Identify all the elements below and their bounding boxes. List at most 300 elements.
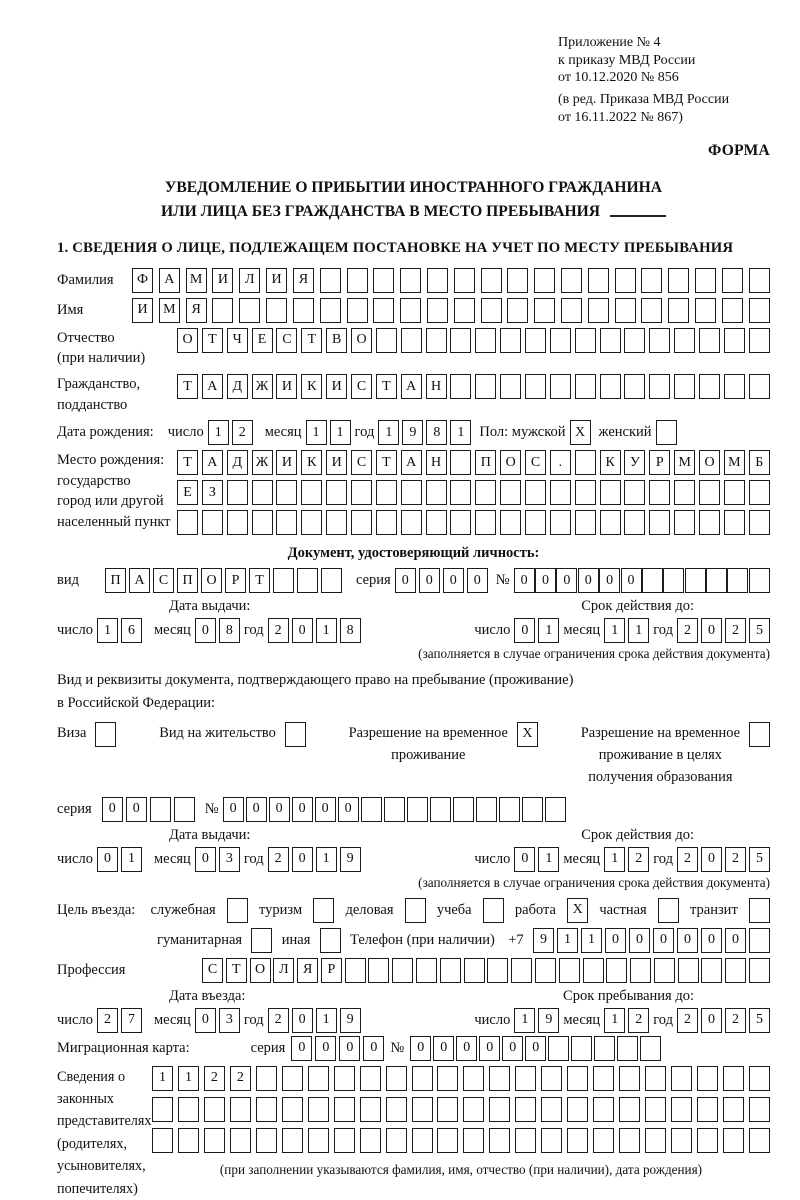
- char-cell[interactable]: [724, 510, 745, 535]
- char-cell[interactable]: [481, 268, 502, 293]
- char-cell[interactable]: [500, 328, 521, 353]
- char-cell[interactable]: К: [301, 374, 322, 399]
- char-cell[interactable]: [567, 1097, 588, 1122]
- char-cell[interactable]: Д: [227, 374, 248, 399]
- char-cell[interactable]: Ч: [227, 328, 248, 353]
- char-cell[interactable]: М: [724, 450, 745, 475]
- char-cell[interactable]: 1: [628, 618, 649, 643]
- char-cell[interactable]: А: [159, 268, 180, 293]
- char-cell[interactable]: [588, 268, 609, 293]
- char-cell[interactable]: [697, 1128, 718, 1153]
- char-cell[interactable]: 0: [195, 847, 216, 872]
- char-cell[interactable]: [593, 1097, 614, 1122]
- char-cell[interactable]: 1: [178, 1066, 199, 1091]
- char-cell[interactable]: [567, 1066, 588, 1091]
- char-cell[interactable]: [571, 1036, 592, 1061]
- char-cell[interactable]: 5: [749, 618, 770, 643]
- char-cell[interactable]: [276, 510, 297, 535]
- char-cell[interactable]: [724, 480, 745, 505]
- char-cell[interactable]: [376, 480, 397, 505]
- char-cell[interactable]: Л: [273, 958, 294, 983]
- char-cell[interactable]: 0: [126, 797, 147, 822]
- char-cell[interactable]: [749, 1128, 770, 1153]
- purpose-transit-checkbox[interactable]: [749, 898, 770, 923]
- char-cell[interactable]: О: [201, 568, 222, 593]
- char-cell[interactable]: [252, 480, 273, 505]
- char-cell[interactable]: [624, 510, 645, 535]
- char-cell[interactable]: У: [624, 450, 645, 475]
- char-cell[interactable]: [668, 268, 689, 293]
- char-cell[interactable]: 1: [316, 847, 337, 872]
- char-cell[interactable]: [227, 480, 248, 505]
- char-cell[interactable]: [699, 480, 720, 505]
- char-cell[interactable]: 0: [363, 1036, 384, 1061]
- char-cell[interactable]: 0: [291, 1036, 312, 1061]
- char-cell[interactable]: [567, 1128, 588, 1153]
- char-cell[interactable]: Я: [293, 268, 314, 293]
- char-cell[interactable]: [541, 1097, 562, 1122]
- char-cell[interactable]: [266, 298, 287, 323]
- char-cell[interactable]: [575, 328, 596, 353]
- char-cell[interactable]: А: [202, 450, 223, 475]
- char-cell[interactable]: А: [401, 374, 422, 399]
- char-cell[interactable]: П: [105, 568, 126, 593]
- char-cell[interactable]: [600, 510, 621, 535]
- char-cell[interactable]: [308, 1097, 329, 1122]
- char-cell[interactable]: [487, 958, 508, 983]
- char-cell[interactable]: [671, 1066, 692, 1091]
- char-cell[interactable]: [507, 268, 528, 293]
- char-cell[interactable]: [699, 328, 720, 353]
- char-cell[interactable]: [400, 298, 421, 323]
- char-cell[interactable]: [561, 298, 582, 323]
- char-cell[interactable]: [152, 1128, 173, 1153]
- char-cell[interactable]: 0: [535, 568, 556, 593]
- char-cell[interactable]: 0: [292, 1008, 313, 1033]
- char-cell[interactable]: Т: [249, 568, 270, 593]
- char-cell[interactable]: Д: [227, 450, 248, 475]
- char-cell[interactable]: 3: [219, 1008, 240, 1033]
- char-cell[interactable]: И: [132, 298, 153, 323]
- char-cell[interactable]: [649, 328, 670, 353]
- char-cell[interactable]: [437, 1097, 458, 1122]
- char-cell[interactable]: [368, 958, 389, 983]
- char-cell[interactable]: [301, 480, 322, 505]
- char-cell[interactable]: [619, 1097, 640, 1122]
- char-cell[interactable]: [351, 480, 372, 505]
- char-cell[interactable]: [499, 797, 520, 822]
- char-cell[interactable]: [450, 450, 471, 475]
- char-cell[interactable]: [204, 1097, 225, 1122]
- char-cell[interactable]: [285, 722, 306, 747]
- char-cell[interactable]: [475, 480, 496, 505]
- char-cell[interactable]: 1: [604, 618, 625, 643]
- char-cell[interactable]: С: [276, 328, 297, 353]
- char-cell[interactable]: 0: [195, 1008, 216, 1033]
- char-cell[interactable]: 3: [219, 847, 240, 872]
- char-cell[interactable]: Е: [252, 328, 273, 353]
- char-cell[interactable]: Т: [376, 374, 397, 399]
- char-cell[interactable]: [437, 1066, 458, 1091]
- char-cell[interactable]: [351, 510, 372, 535]
- char-cell[interactable]: [252, 510, 273, 535]
- char-cell[interactable]: [476, 797, 497, 822]
- char-cell[interactable]: [227, 898, 248, 923]
- char-cell[interactable]: [515, 1097, 536, 1122]
- char-cell[interactable]: [202, 510, 223, 535]
- char-cell[interactable]: [405, 898, 426, 923]
- char-cell[interactable]: [699, 374, 720, 399]
- char-cell[interactable]: [575, 450, 596, 475]
- char-cell[interactable]: [481, 298, 502, 323]
- char-cell[interactable]: [624, 374, 645, 399]
- char-cell[interactable]: Н: [426, 450, 447, 475]
- char-cell[interactable]: А: [129, 568, 150, 593]
- char-cell[interactable]: [256, 1097, 277, 1122]
- char-cell[interactable]: Н: [426, 374, 447, 399]
- char-cell[interactable]: [178, 1128, 199, 1153]
- char-cell[interactable]: [674, 328, 695, 353]
- char-cell[interactable]: П: [177, 568, 198, 593]
- char-cell[interactable]: Т: [202, 328, 223, 353]
- purpose-work-checkbox[interactable]: [567, 898, 588, 923]
- char-cell[interactable]: 9: [340, 1008, 361, 1033]
- char-cell[interactable]: [725, 958, 746, 983]
- char-cell[interactable]: [685, 568, 706, 593]
- char-cell[interactable]: [525, 480, 546, 505]
- char-cell[interactable]: [426, 480, 447, 505]
- char-cell[interactable]: 0: [605, 928, 626, 953]
- char-cell[interactable]: [522, 797, 543, 822]
- char-cell[interactable]: 2: [725, 847, 746, 872]
- char-cell[interactable]: Р: [225, 568, 246, 593]
- char-cell[interactable]: [426, 510, 447, 535]
- char-cell[interactable]: [489, 1128, 510, 1153]
- char-cell[interactable]: [95, 722, 116, 747]
- char-cell[interactable]: 8: [340, 618, 361, 643]
- char-cell[interactable]: .: [550, 450, 571, 475]
- char-cell[interactable]: [561, 268, 582, 293]
- char-cell[interactable]: [178, 1097, 199, 1122]
- char-cell[interactable]: О: [699, 450, 720, 475]
- char-cell[interactable]: [615, 298, 636, 323]
- char-cell[interactable]: 0: [556, 568, 577, 593]
- visa-checkbox[interactable]: [95, 722, 116, 747]
- purpose-study-checkbox[interactable]: [483, 898, 504, 923]
- char-cell[interactable]: [407, 797, 428, 822]
- char-cell[interactable]: [412, 1066, 433, 1091]
- char-cell[interactable]: [345, 958, 366, 983]
- char-cell[interactable]: Е: [177, 480, 198, 505]
- char-cell[interactable]: 0: [292, 847, 313, 872]
- char-cell[interactable]: [723, 1097, 744, 1122]
- char-cell[interactable]: 9: [402, 420, 423, 445]
- temporary-residence-checkbox[interactable]: [517, 722, 538, 747]
- char-cell[interactable]: X: [570, 420, 591, 445]
- char-cell[interactable]: [475, 510, 496, 535]
- char-cell[interactable]: [454, 268, 475, 293]
- char-cell[interactable]: [450, 374, 471, 399]
- char-cell[interactable]: [658, 898, 679, 923]
- char-cell[interactable]: [649, 510, 670, 535]
- education-residence-checkbox[interactable]: [749, 722, 770, 747]
- char-cell[interactable]: 1: [121, 847, 142, 872]
- char-cell[interactable]: [239, 298, 260, 323]
- char-cell[interactable]: [674, 510, 695, 535]
- char-cell[interactable]: [427, 268, 448, 293]
- char-cell[interactable]: Ж: [252, 450, 273, 475]
- char-cell[interactable]: О: [250, 958, 271, 983]
- char-cell[interactable]: [640, 1036, 661, 1061]
- char-cell[interactable]: [256, 1128, 277, 1153]
- char-cell[interactable]: 2: [628, 1008, 649, 1033]
- char-cell[interactable]: [723, 1066, 744, 1091]
- char-cell[interactable]: [282, 1066, 303, 1091]
- char-cell[interactable]: [583, 958, 604, 983]
- char-cell[interactable]: 0: [599, 568, 620, 593]
- char-cell[interactable]: 2: [677, 618, 698, 643]
- char-cell[interactable]: Т: [301, 328, 322, 353]
- char-cell[interactable]: 1: [330, 420, 351, 445]
- char-cell[interactable]: [308, 1128, 329, 1153]
- char-cell[interactable]: С: [525, 450, 546, 475]
- char-cell[interactable]: [177, 510, 198, 535]
- char-cell[interactable]: 0: [97, 847, 118, 872]
- char-cell[interactable]: [656, 420, 677, 445]
- char-cell[interactable]: [475, 374, 496, 399]
- char-cell[interactable]: [500, 480, 521, 505]
- char-cell[interactable]: 0: [629, 928, 650, 953]
- char-cell[interactable]: С: [351, 374, 372, 399]
- char-cell[interactable]: [347, 268, 368, 293]
- char-cell[interactable]: [437, 1128, 458, 1153]
- char-cell[interactable]: [511, 958, 532, 983]
- char-cell[interactable]: [450, 328, 471, 353]
- char-cell[interactable]: 0: [419, 568, 440, 593]
- char-cell[interactable]: 1: [306, 420, 327, 445]
- char-cell[interactable]: 1: [604, 847, 625, 872]
- char-cell[interactable]: [326, 480, 347, 505]
- char-cell[interactable]: Я: [186, 298, 207, 323]
- char-cell[interactable]: И: [276, 374, 297, 399]
- char-cell[interactable]: З: [202, 480, 223, 505]
- char-cell[interactable]: [174, 797, 195, 822]
- char-cell[interactable]: [600, 328, 621, 353]
- char-cell[interactable]: [360, 1128, 381, 1153]
- residence-permit-checkbox[interactable]: [285, 722, 306, 747]
- char-cell[interactable]: [541, 1128, 562, 1153]
- char-cell[interactable]: [463, 1128, 484, 1153]
- char-cell[interactable]: [671, 1128, 692, 1153]
- char-cell[interactable]: [320, 298, 341, 323]
- char-cell[interactable]: 5: [749, 847, 770, 872]
- char-cell[interactable]: [251, 928, 272, 953]
- char-cell[interactable]: 0: [653, 928, 674, 953]
- char-cell[interactable]: [412, 1097, 433, 1122]
- char-cell[interactable]: И: [266, 268, 287, 293]
- char-cell[interactable]: [749, 298, 770, 323]
- char-cell[interactable]: 1: [378, 420, 399, 445]
- char-cell[interactable]: [376, 510, 397, 535]
- char-cell[interactable]: Ж: [252, 374, 273, 399]
- char-cell[interactable]: Т: [376, 450, 397, 475]
- char-cell[interactable]: Л: [239, 268, 260, 293]
- char-cell[interactable]: [645, 1066, 666, 1091]
- sex-female-checkbox[interactable]: [656, 420, 677, 445]
- char-cell[interactable]: 0: [292, 618, 313, 643]
- char-cell[interactable]: [152, 1097, 173, 1122]
- char-cell[interactable]: [334, 1066, 355, 1091]
- purpose-business-checkbox[interactable]: [405, 898, 426, 923]
- char-cell[interactable]: 0: [339, 1036, 360, 1061]
- char-cell[interactable]: 1: [604, 1008, 625, 1033]
- char-cell[interactable]: Р: [321, 958, 342, 983]
- char-cell[interactable]: 2: [204, 1066, 225, 1091]
- char-cell[interactable]: [334, 1097, 355, 1122]
- char-cell[interactable]: О: [500, 450, 521, 475]
- char-cell[interactable]: [678, 958, 699, 983]
- char-cell[interactable]: [507, 298, 528, 323]
- char-cell[interactable]: [256, 1066, 277, 1091]
- char-cell[interactable]: К: [600, 450, 621, 475]
- char-cell[interactable]: [749, 374, 770, 399]
- char-cell[interactable]: [500, 374, 521, 399]
- char-cell[interactable]: [416, 958, 437, 983]
- char-cell[interactable]: И: [276, 450, 297, 475]
- char-cell[interactable]: [150, 797, 171, 822]
- char-cell[interactable]: [464, 958, 485, 983]
- char-cell[interactable]: 0: [102, 797, 123, 822]
- char-cell[interactable]: Б: [749, 450, 770, 475]
- purpose-official-checkbox[interactable]: [227, 898, 248, 923]
- char-cell[interactable]: [749, 510, 770, 535]
- char-cell[interactable]: [668, 298, 689, 323]
- char-cell[interactable]: 2: [97, 1008, 118, 1033]
- char-cell[interactable]: 1: [316, 1008, 337, 1033]
- purpose-humanitarian-checkbox[interactable]: [251, 928, 272, 953]
- char-cell[interactable]: [749, 480, 770, 505]
- char-cell[interactable]: [212, 298, 233, 323]
- char-cell[interactable]: 2: [232, 420, 253, 445]
- char-cell[interactable]: 0: [433, 1036, 454, 1061]
- char-cell[interactable]: [617, 1036, 638, 1061]
- char-cell[interactable]: [430, 797, 451, 822]
- char-cell[interactable]: [525, 328, 546, 353]
- char-cell[interactable]: [727, 568, 748, 593]
- char-cell[interactable]: [593, 1128, 614, 1153]
- char-cell[interactable]: 1: [316, 618, 337, 643]
- char-cell[interactable]: М: [674, 450, 695, 475]
- char-cell[interactable]: [695, 298, 716, 323]
- char-cell[interactable]: И: [326, 374, 347, 399]
- char-cell[interactable]: И: [326, 450, 347, 475]
- char-cell[interactable]: [489, 1097, 510, 1122]
- char-cell[interactable]: 8: [426, 420, 447, 445]
- char-cell[interactable]: [663, 568, 684, 593]
- char-cell[interactable]: [641, 268, 662, 293]
- char-cell[interactable]: [534, 298, 555, 323]
- char-cell[interactable]: [361, 797, 382, 822]
- purpose-tourism-checkbox[interactable]: [313, 898, 334, 923]
- char-cell[interactable]: [645, 1128, 666, 1153]
- char-cell[interactable]: [550, 374, 571, 399]
- char-cell[interactable]: [749, 928, 770, 953]
- char-cell[interactable]: 1: [152, 1066, 173, 1091]
- char-cell[interactable]: 0: [677, 928, 698, 953]
- char-cell[interactable]: 0: [701, 847, 722, 872]
- char-cell[interactable]: 2: [268, 847, 289, 872]
- char-cell[interactable]: 0: [246, 797, 267, 822]
- char-cell[interactable]: 1: [97, 618, 118, 643]
- char-cell[interactable]: 0: [502, 1036, 523, 1061]
- char-cell[interactable]: [360, 1066, 381, 1091]
- char-cell[interactable]: 0: [578, 568, 599, 593]
- char-cell[interactable]: [545, 797, 566, 822]
- char-cell[interactable]: [624, 480, 645, 505]
- char-cell[interactable]: [645, 1097, 666, 1122]
- char-cell[interactable]: [440, 958, 461, 983]
- char-cell[interactable]: Р: [649, 450, 670, 475]
- char-cell[interactable]: [723, 1128, 744, 1153]
- char-cell[interactable]: [649, 480, 670, 505]
- char-cell[interactable]: [641, 298, 662, 323]
- char-cell[interactable]: 1: [450, 420, 471, 445]
- char-cell[interactable]: 0: [479, 1036, 500, 1061]
- char-cell[interactable]: [450, 480, 471, 505]
- char-cell[interactable]: [593, 1066, 614, 1091]
- char-cell[interactable]: [384, 797, 405, 822]
- char-cell[interactable]: [282, 1097, 303, 1122]
- char-cell[interactable]: [654, 958, 675, 983]
- char-cell[interactable]: 0: [410, 1036, 431, 1061]
- char-cell[interactable]: X: [567, 898, 588, 923]
- purpose-other-checkbox[interactable]: [320, 928, 341, 953]
- char-cell[interactable]: [230, 1128, 251, 1153]
- char-cell[interactable]: Т: [177, 374, 198, 399]
- char-cell[interactable]: [321, 568, 342, 593]
- char-cell[interactable]: И: [212, 268, 233, 293]
- char-cell[interactable]: 0: [456, 1036, 477, 1061]
- char-cell[interactable]: [749, 568, 770, 593]
- char-cell[interactable]: [575, 510, 596, 535]
- char-cell[interactable]: [541, 1066, 562, 1091]
- char-cell[interactable]: 0: [514, 568, 535, 593]
- char-cell[interactable]: [463, 1097, 484, 1122]
- char-cell[interactable]: 0: [443, 568, 464, 593]
- char-cell[interactable]: [674, 374, 695, 399]
- char-cell[interactable]: [320, 928, 341, 953]
- char-cell[interactable]: [227, 510, 248, 535]
- char-cell[interactable]: [624, 328, 645, 353]
- char-cell[interactable]: 2: [677, 847, 698, 872]
- char-cell[interactable]: [642, 568, 663, 593]
- char-cell[interactable]: [401, 480, 422, 505]
- char-cell[interactable]: 2: [725, 1008, 746, 1033]
- char-cell[interactable]: [535, 958, 556, 983]
- char-cell[interactable]: [313, 898, 334, 923]
- char-cell[interactable]: А: [202, 374, 223, 399]
- char-cell[interactable]: О: [177, 328, 198, 353]
- char-cell[interactable]: Т: [226, 958, 247, 983]
- char-cell[interactable]: [515, 1066, 536, 1091]
- char-cell[interactable]: [475, 328, 496, 353]
- char-cell[interactable]: [373, 298, 394, 323]
- char-cell[interactable]: [400, 268, 421, 293]
- char-cell[interactable]: 0: [195, 618, 216, 643]
- char-cell[interactable]: [204, 1128, 225, 1153]
- char-cell[interactable]: [301, 510, 322, 535]
- char-cell[interactable]: [588, 298, 609, 323]
